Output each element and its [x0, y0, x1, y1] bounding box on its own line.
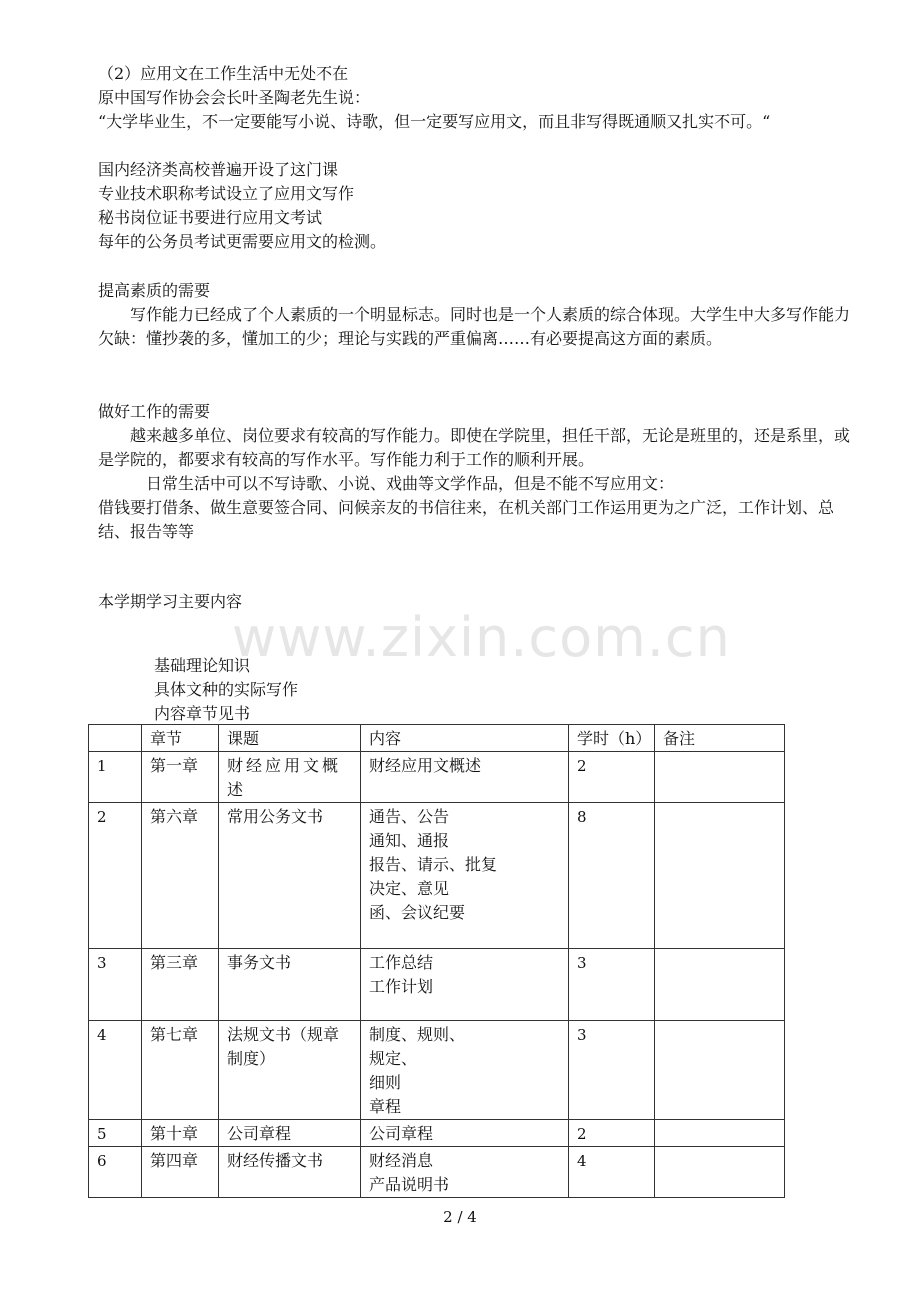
note-cell	[655, 803, 785, 949]
intro-point: 每年的公务员考试更需要应用文的检测。	[98, 232, 387, 251]
content-cell: 工作总结 工作计划	[361, 949, 569, 1021]
hours-cell: 4	[569, 1147, 655, 1198]
header-cell: 课题	[219, 725, 361, 752]
intro-point: 秘书岗位证书要进行应用文考试	[98, 208, 323, 227]
table-row	[89, 1147, 785, 1198]
header-cell: 内容	[361, 725, 569, 752]
content-cell: 财经应用文概述	[361, 752, 569, 803]
note-cell	[655, 949, 785, 1021]
table-row	[89, 1120, 785, 1147]
hours-cell: 3	[569, 949, 655, 1021]
header-cell: 章节	[142, 725, 219, 752]
chapter-cell: 第三章	[142, 949, 219, 1021]
work-body: 越来越多单位、岗位要求有较高的写作能力。即使在学院里，担任干部，无论是班里的，还是系里，或是学院的，都要求有较高的写作水平。写作能力利于工作的顺利开展。	[98, 426, 851, 469]
work-heading: 做好工作的需要	[98, 402, 211, 421]
intro-attribution: 原中国写作协会会长叶圣陶老先生说：	[98, 88, 371, 107]
table-header-row	[89, 725, 785, 752]
table-row	[89, 752, 785, 803]
note-cell	[655, 1021, 785, 1120]
topic-cell: 法规文书（规章 制度）	[219, 1021, 361, 1120]
semester-heading: 本学期学习主要内容	[98, 592, 243, 611]
work-body-daily: 日常生活中可以不写诗歌、小说、戏曲等文学作品，但是不能不写应用文：	[146, 474, 675, 493]
row-number: 6	[89, 1147, 142, 1198]
topic-cell: 公司章程	[219, 1120, 361, 1147]
row-number: 3	[89, 949, 142, 1021]
content-cell: 制度、规则、 规定、 细则 章程	[361, 1021, 569, 1120]
hours-cell: 3	[569, 1021, 655, 1120]
row-number: 2	[89, 803, 142, 949]
hours-cell: 2	[569, 1120, 655, 1147]
watermark: www.zixin.com.cn	[232, 606, 731, 669]
table-row	[89, 949, 785, 1021]
intro-point: 国内经济类高校普遍开设了这门课	[98, 160, 339, 179]
header-cell: 学时（h）	[569, 725, 655, 752]
page-number: 2 / 4	[443, 1208, 477, 1226]
intro-quote: “大学毕业生，不一定要能写小说、诗歌，但一定要写应用文，而且非写得既通顺又扎实不可。“	[98, 112, 771, 131]
header-cell: 备注	[655, 725, 785, 752]
intro-heading: （2）应用文在工作生活中无处不在	[98, 64, 349, 83]
work-body-examples: 借钱要打借条、做生意要签合同、问候亲友的书信往来，在机关部门工作运用更为之广泛，工作计划、总结、报告等等	[98, 498, 835, 541]
row-number: 4	[89, 1021, 142, 1120]
semester-item: 基础理论知识	[154, 656, 251, 675]
topic-cell: 事务文书	[219, 949, 361, 1021]
chapter-cell: 第六章	[142, 803, 219, 949]
table-row	[89, 1021, 785, 1120]
hours-cell: 8	[569, 803, 655, 949]
content-cell: 公司章程	[361, 1120, 569, 1147]
header-cell	[89, 725, 142, 752]
semester-item: 具体文种的实际写作	[154, 680, 299, 699]
topic-cell: 财经传播文书	[219, 1147, 361, 1198]
topic-cell: 财经应用文概 述	[219, 752, 361, 803]
row-number: 5	[89, 1120, 142, 1147]
content-cell: 通告、公告 通知、通报 报告、请示、批复 决定、意见 函、会议纪要	[361, 803, 569, 949]
quality-heading: 提高素质的需要	[98, 281, 211, 300]
quality-body: 写作能力已经成了个人素质的一个明显标志。同时也是一个人素质的综合体现。大学生中大多写作能力欠缺：懂抄袭的多，懂加工的少；理论与实践的严重偏离……有必要提高这方面的素质。	[98, 305, 851, 348]
semester-item: 内容章节见书	[154, 704, 251, 723]
note-cell	[655, 752, 785, 803]
intro-point: 专业技术职称考试设立了应用文写作	[98, 184, 355, 203]
topic-cell: 常用公务文书	[219, 803, 361, 949]
course-table	[88, 724, 785, 1198]
hours-cell: 2	[569, 752, 655, 803]
chapter-cell: 第十章	[142, 1120, 219, 1147]
note-cell	[655, 1120, 785, 1147]
table-row	[89, 803, 785, 949]
note-cell	[655, 1147, 785, 1198]
content-cell: 财经消息 产品说明书	[361, 1147, 569, 1198]
chapter-cell: 第四章	[142, 1147, 219, 1198]
row-number: 1	[89, 752, 142, 803]
chapter-cell: 第七章	[142, 1021, 219, 1120]
chapter-cell: 第一章	[142, 752, 219, 803]
